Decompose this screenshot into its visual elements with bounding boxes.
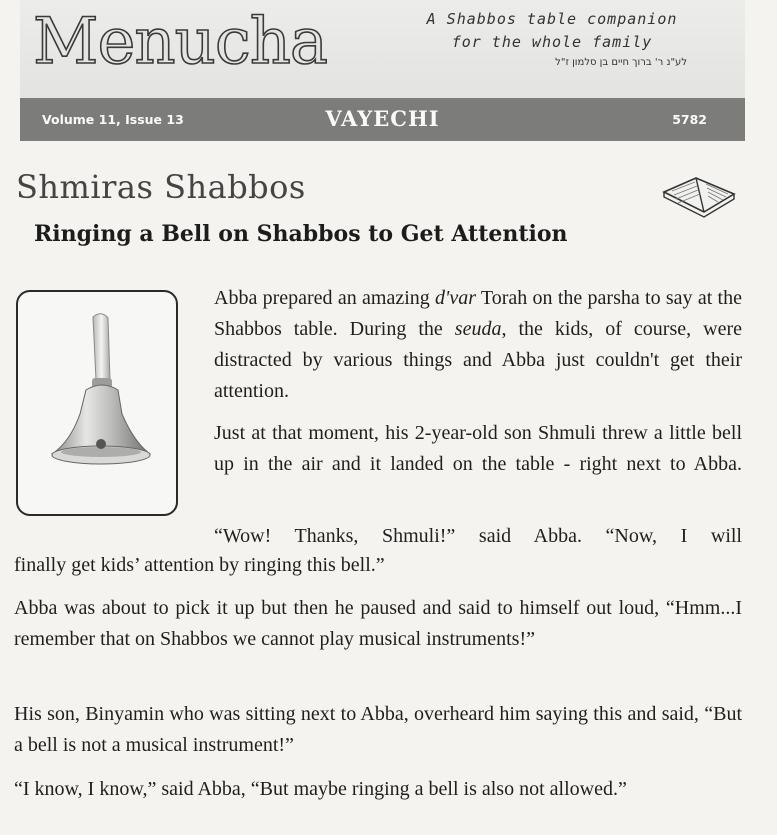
paragraph-1 [214, 283, 742, 407]
paragraph-1-text-a: Abba prepared an amazing [214, 287, 436, 309]
parsha-name: VAYECHI [325, 106, 440, 131]
paragraph-3-line-2: finally get kids’ attention by ringing this bell.” [14, 554, 385, 576]
paragraph-4: Abba was about to pick it up but then he paused and said to himself out loud, “Hmm...I remember that on Shabbos we cannot play musical instruments!” [14, 597, 742, 650]
paragraph-3-line-1: “Wow! Thanks, Shmuli!” said Abba. “Now, I will [214, 525, 742, 547]
paragraph-1-text-c: Torah on the parsha to say at the Shabbos table. During the [214, 287, 742, 340]
paragraph-1-term-dvar: d'var [435, 287, 476, 309]
volume-issue: Volume 11, Issue 13 [42, 112, 184, 127]
paragraph-2: Just at that moment, his 2-year-old son Shmuli threw a little bell up in the air and it landed on the table - right next to Abba. [214, 422, 742, 475]
article-title: Ringing a Bell on Shabbos to Get Attention [34, 221, 568, 247]
tagline-line-2: for the whole family [451, 33, 653, 51]
paragraph-6: “I know, I know,” said Abba, “But maybe ringing a bell is also not allowed.” [14, 778, 627, 800]
section-title: Shmiras Shabbos [16, 168, 306, 206]
newsletter-logo: Menucha [33, 5, 328, 79]
masthead [20, 0, 745, 98]
issue-bar [20, 98, 745, 141]
bell-icon [18, 292, 176, 514]
paragraph-1-term-seuda: seuda [454, 318, 502, 340]
open-book-icon [660, 172, 742, 222]
paragraph-5: His son, Binyamin who was sitting next to Abba, overheard him saying this and said, “But a bell is not a musical instrument!” [14, 703, 742, 756]
dedication: לע"נ ר' ברוך חיים בן סלמון ז"ל [555, 57, 687, 68]
hebrew-year: 5782 [672, 112, 707, 127]
tagline-line-1: A Shabbos table companion [426, 10, 678, 28]
tagline [387, 8, 717, 54]
paragraph-1-text-e: , the kids, of course, were distracted by various things and Abba just couldn't get their attention. [214, 318, 742, 402]
bell-image [16, 290, 178, 516]
